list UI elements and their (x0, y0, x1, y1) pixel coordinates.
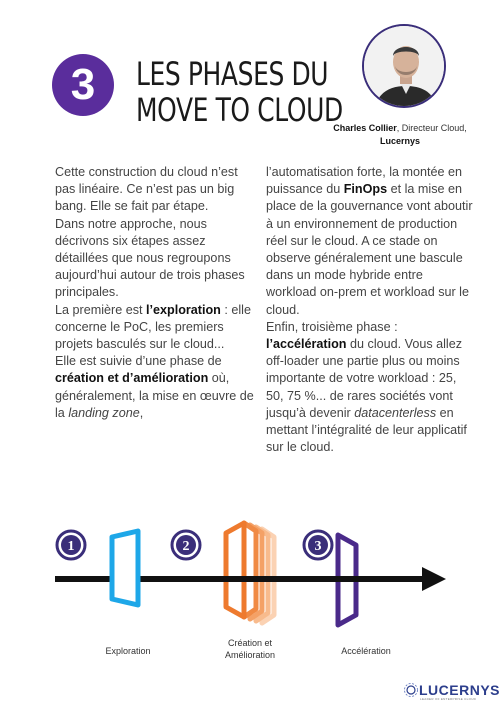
author-photo (362, 24, 446, 108)
author-role: , Directeur Cloud, (396, 123, 467, 133)
label-creation-line-2: Amélioration (224, 650, 276, 660)
label-creation (210, 637, 290, 661)
text-run: où, généralement, la mise en œuvre de la (55, 371, 254, 420)
step-3-number: 3 (314, 539, 322, 554)
section-number-badge: 3 (52, 54, 114, 116)
author-name: Charles Collier (333, 123, 397, 133)
right-text-column (266, 164, 476, 456)
timeline-arrowhead (422, 567, 446, 591)
exploration-frame (112, 531, 138, 605)
left-text-column (55, 164, 261, 422)
emphasis-finops: FinOps (343, 182, 388, 197)
paragraph (55, 302, 261, 354)
phases-diagram (0, 515, 500, 665)
step-2-number: 2 (182, 539, 190, 554)
text-run: , (139, 405, 144, 420)
text-run: : elle concerne le PoC, les premiers projets basculés sur le cloud... (55, 302, 251, 352)
text-run: La première est (55, 302, 146, 317)
creation-frames (226, 523, 274, 623)
title-line-2: MOVE TO CLOUD (136, 91, 343, 129)
step-3-badge (304, 531, 332, 559)
text-run: Elle est suivie d’une phase de (55, 354, 222, 369)
label-exploration: Exploration (105, 646, 151, 656)
text-run: l’automatisation forte, la montée en puissance du (266, 165, 463, 197)
author-caption (330, 122, 470, 148)
paragraph (55, 353, 261, 422)
emphasis-acceleration: l’accélération (266, 337, 347, 352)
title-line-1: LES PHASES DU (136, 55, 329, 93)
author-company: Lucernys (379, 136, 421, 146)
paragraph: Dans notre approche, nous décrivons six étapes assez détaillées que nous regroupons aujourd’hui autour de trois phases principales. (55, 216, 245, 300)
paragraph (266, 164, 476, 319)
paragraph (266, 319, 476, 457)
step-1-number: 1 (67, 539, 75, 554)
text-run: du cloud. Vous allez off-loader une partie plus ou moins importante de votre workload : 25, 50, 75 %... de rares sociétés vont jusqu’à devenir (266, 337, 463, 420)
text-run: et la mise en place de la gouvernance vont aboutir à un environnement de production réel sur le cloud. A ce stade on observe généralement une bascule dans un mode hybride entre workload on-prem et workload sur le cloud. (266, 182, 473, 317)
italic-landing-zone: landing zone (68, 405, 140, 420)
italic-datacenterless: datacenterless (354, 405, 437, 420)
label-acceleration: Accélération (341, 646, 391, 656)
step-1-badge (57, 531, 85, 559)
label-creation-line-1: Création et (227, 638, 273, 648)
text-run: en mettant l’intégralité de leur applicatif sur le cloud. (266, 405, 467, 455)
text-run: Enfin, troisième phase : (266, 319, 398, 334)
emphasis-exploration: l’exploration (146, 302, 221, 317)
logo-tagline: LEADER OF ENTERPRISE CLOUD (420, 697, 477, 701)
step-2-badge (172, 531, 200, 559)
emphasis-creation: création et d’amélioration (55, 371, 209, 386)
portrait-image (364, 26, 446, 108)
page-title (136, 56, 343, 128)
logo-wordmark: LUCERNYS (419, 682, 500, 698)
paragraph: Cette construction du cloud n’est pas linéaire. Ce n’est pas un big bang. Elle se fait par étape. (55, 165, 238, 214)
